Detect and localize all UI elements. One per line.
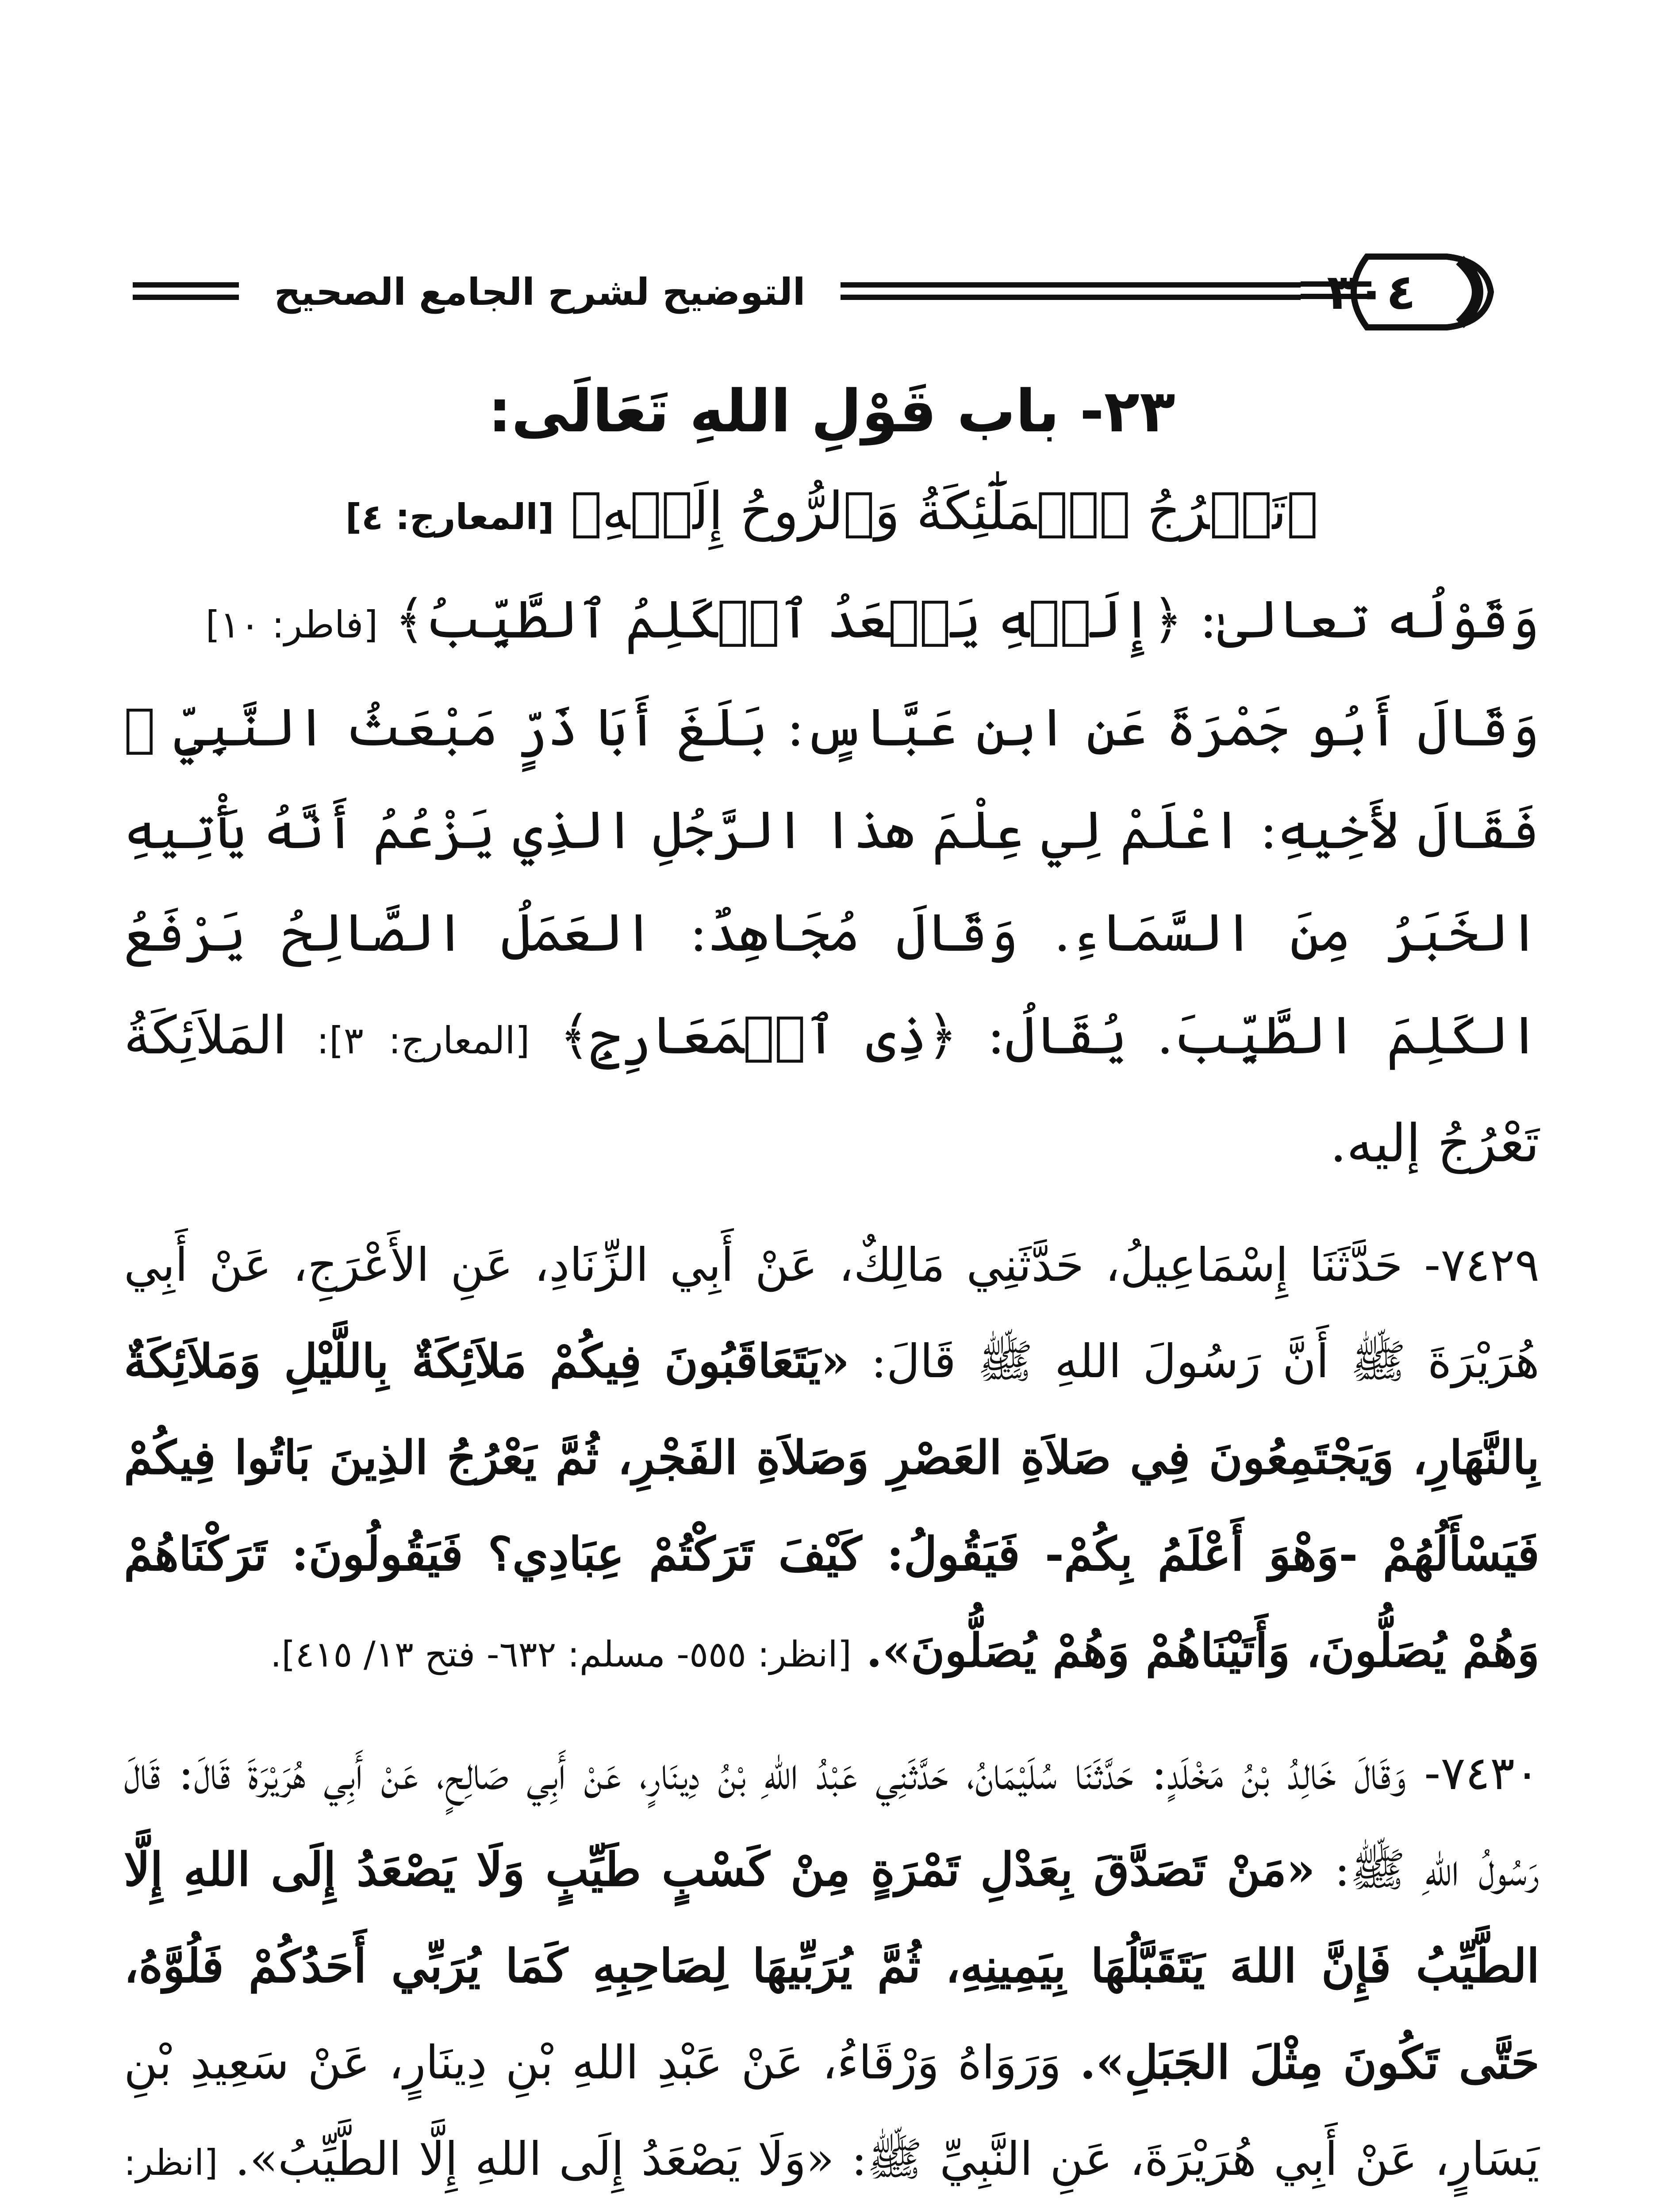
chapter-intro xyxy=(124,568,1539,1194)
intro-prefix: وَقَوْلُه تعالىٰ: xyxy=(1199,589,1539,650)
verse-reference: [المعارج: ٣]: xyxy=(316,1019,530,1062)
running-header xyxy=(133,248,1495,336)
header-rule-left xyxy=(133,282,239,307)
quran-verse: ﴿ذِى ٱلۡمَعَارِجِ﴾ xyxy=(559,1005,958,1066)
page-number: ٣٠٤ xyxy=(1327,264,1416,320)
hadith-number: ٧٤٣٠- xyxy=(1424,1746,1539,1800)
main-text xyxy=(124,367,1539,2212)
running-title: التوضيح لشرح الجامع الصحيح xyxy=(274,270,806,314)
hadith-matn: «مَنْ تَصَدَّقَ بِعَدْلِ تَمْرَةٍ مِنْ كَسْبٍ طَيِّبٍ وَلَا يَصْعَدُ إِلَى اللهِ إِلَّا الطَّيِّبُ فَإِنَّ اللهَ يَتَقَبَّلُهَا بِيَمِينِهِ، ثُمَّ يُرَبِّيهَا لِصَاحِبِهِ كَمَا يُرَبِّي أَحَدُكُمْ فَلُوَّهُ، حَتَّى تَكُونَ مِثْلَ الجَبَلِ». xyxy=(124,1842,1540,2089)
hadith-isnad: حَدَّثَنَا إِسْمَاعِيلُ، حَدَّثَنِي مَالِكٌ، عَنْ أَبِي الزِّنَادِ، عَنِ الأَعْرَجِ، عَنْ أَبِي هُرَيْرَةَ ﷺ أَنَّ رَسُولَ اللهِ ﷺ قَالَ: xyxy=(124,1238,1539,1388)
quran-verse: ﴿تَعۡرُجُ ٱلۡمَلَٰٓئِكَةُ وَٱلرُّوحُ إِلَيۡهِ﴾ xyxy=(571,480,1318,541)
hadith-paragraph xyxy=(124,1217,1539,1703)
hadith-tail: وَرَوَاهُ وَرْقَاءُ، عَنْ عَبْدِ اللهِ بْنِ دِينَارٍ، عَنْ سَعِيدِ بْنِ يَسَارٍ، عَنْ أَبِي هُرَيْرَةَ، عَنِ النَّبِيِّ ﷺ: «وَلَا يَصْعَدُ إِلَى اللهِ إِلَّا الطَّيِّبُ». xyxy=(124,2035,1539,2186)
hadith-isnad: وَقَالَ خَالِدُ بْنُ مَخْلَدٍ: حَدَّثَنَا سُلَيْمَانُ، حَدَّثَنِي عَبْدُ اللهِ بْنُ دِينَارٍ، عَنْ أَبِي صَالِحٍ، عَنْ أَبِي هُرَيْرَةَ قَالَ: قَالَ رَسُولُ اللهِ ﷺ: xyxy=(124,1746,1540,1897)
hadith-references: [انظر: ٥٥٥- مسلم: ٦٣٢- فتح ١٣/ ٤١٥]. xyxy=(270,1634,852,1675)
quran-verse: ﴿إِلَيۡهِ يَصۡعَدُ ٱلۡكَلِمُ ٱلطَّيِّبُ﴾ xyxy=(394,589,1183,650)
chapter-title: ٢٣- باب قَوْلِ اللهِ تَعَالَى: xyxy=(488,377,1175,445)
hadith-paragraph xyxy=(124,1725,1539,2212)
hadith-references: [انظر: xyxy=(124,2142,218,2183)
verse-reference: [المعارج: ٤] xyxy=(345,496,554,538)
verse-reference: [فاطر: ١٠] xyxy=(205,603,378,646)
chapter-verse xyxy=(124,469,1539,559)
intro-text: المَلاَئِكَةُ تَعْرُجُ إليه. xyxy=(124,1005,1539,1174)
page-number-ornament xyxy=(1301,248,1495,336)
intro-text: وَقَالَ أَبُو جَمْرَةَ عَنِ ابن عَبَّاسٍ: بَلَغَ أَبَا ذَرٍّ مَبْعَثُ النَّبِيِّ ﷺ فَقَالَ لأَخِيهِ: اعْلَمْ لِي عِلْمَ هذا الرَّجُلِ الذِي يَزْعُمُ أَنَّهُ يَأْتِيهِ الخَبَرُ مِنَ السَّمَاءِ. وَقَالَ مُجَاهِدٌ: العَمَلُ الصَّالِحُ يَرْفَعُ الكَلِمَ الطَّيِّبَ. يُقَالُ: xyxy=(124,697,1539,1066)
hadith-matn: «يَتَعَاقَبُونَ فِيكُمْ مَلاَئِكَةٌ بِاللَّيْلِ وَمَلاَئِكَةٌ بِالنَّهَارِ، وَيَجْتَمِعُونَ فِي صَلاَةِ العَصْرِ وَصَلاَةِ الفَجْرِ، ثُمَّ يَعْرُجُ الذِينَ بَاتُوا فِيكُمْ فَيَسْأَلُهُمْ -وَهْوَ أَعْلَمُ بِكُمْ- فَيَقُولُ: كَيْفَ تَرَكْتُمْ عِبَادِي؟ فَيَقُولُونَ: تَرَكْنَاهُمْ وَهُمْ يُصَلُّونَ، وَأَتَيْنَاهُمْ وَهُمْ يُصَلُّونَ». xyxy=(124,1334,1540,1678)
header-rule-right xyxy=(841,282,1301,307)
hadith-number: ٧٤٢٩- xyxy=(1424,1238,1539,1292)
